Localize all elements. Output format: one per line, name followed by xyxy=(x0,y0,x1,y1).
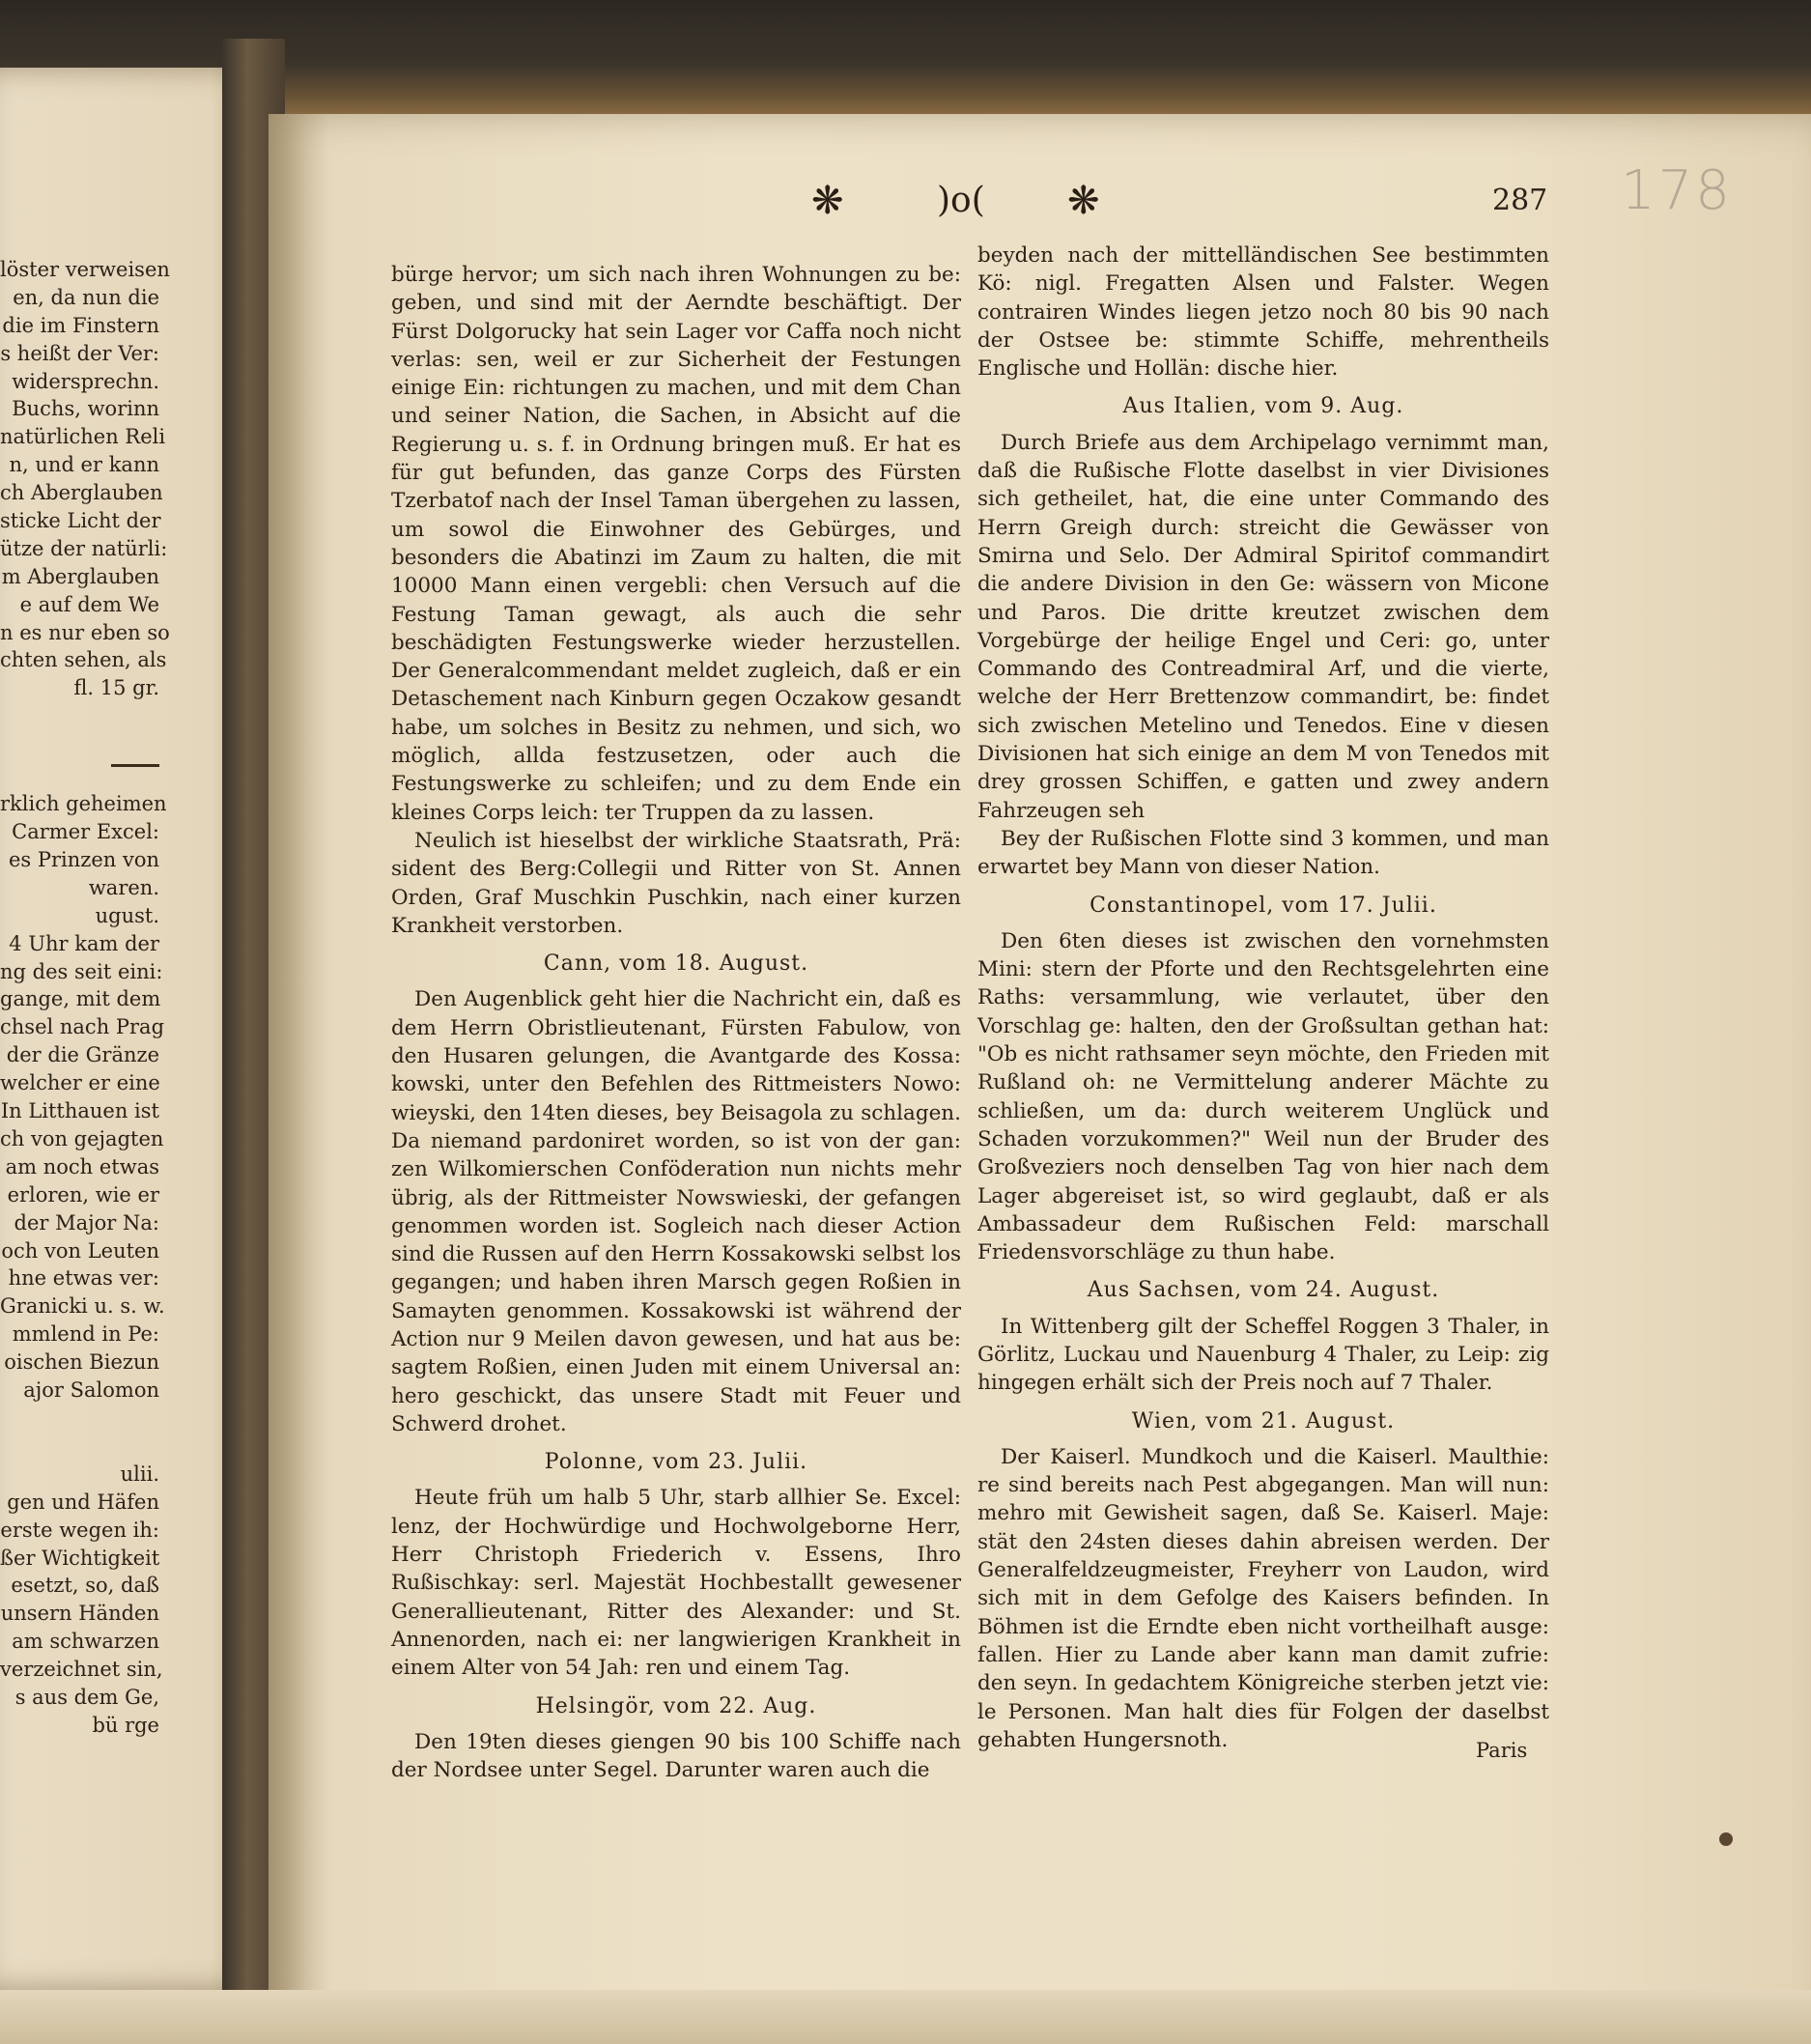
fragment-line: die im Finstern xyxy=(2,313,159,337)
fragment-line: der Major Na: xyxy=(14,1210,159,1235)
fragment-line: löster verweisen xyxy=(0,258,170,281)
fragment-line: m Aberglauben xyxy=(1,564,159,588)
fragment-line: n, und er kann xyxy=(9,453,159,477)
fragment-line: ütze der natürli: xyxy=(0,536,168,560)
left-page-text-fragment xyxy=(0,256,170,1740)
paragraph: beyden nach der mittelländischen See bestimmten Kö: nigl. Fregatten Alsen und Falster. Wegen contrairen Windes liegen jetzo noch 80 bis 90 nach der Ostsee be: stimmte Schiffe, mehrentheils Englische und Hollän: dische hier. xyxy=(977,243,1549,382)
fragment-line: am noch etwas xyxy=(5,1154,159,1178)
fragment-line: chten sehen, als xyxy=(0,648,167,672)
fragment-line: hne etwas ver: xyxy=(8,1266,159,1291)
paragraph: Bey der Rußischen Flotte sind 3 kommen, und man erwartet bey Mann von dieser Nation. xyxy=(977,826,1549,880)
catchword: Paris xyxy=(1476,1739,1528,1762)
fragment-line: ßer Wichtigkeit xyxy=(0,1546,160,1570)
fragment-line: erste wegen ih: xyxy=(0,1518,159,1542)
fragment-line: gange, mit dem xyxy=(0,987,161,1011)
paragraph: Heute früh um halb 5 Uhr, starb allhier Se. Excel: lenz, der Hochwürdige und Hochwolgeborne Herr, Herr Christoph Friederich v. Essens, Ihro Rußischkay: serl. Majestät Hochbestallt gewesener Generallieutenant, Ritter des Alexander: und St. Annenorden, nach ei: ner langwierigen Krankheit in einem Alter von 54 Jah: ren und einem Tag. xyxy=(391,1486,961,1681)
dateline-heading: Cann, vom 18. August. xyxy=(543,951,809,977)
page-header-ornament xyxy=(811,179,1149,227)
fragment-line: ch Aberglauben xyxy=(0,481,163,505)
fragment-line: bü rge xyxy=(92,1713,159,1737)
fragment-line: e auf dem We xyxy=(19,592,159,616)
paragraph: In Wittenberg gilt der Scheffel Roggen 3 Thaler, in Görlitz, Luckau und Nauenburg 4 Thaler, zu Leip: zig hingegen erhält sich der Preis noch auf 7 Thaler. xyxy=(977,1314,1549,1396)
fragment-line xyxy=(111,764,159,786)
dateline-heading: Wien, vom 21. August. xyxy=(1131,1408,1396,1434)
dateline-heading: Aus Sachsen, vom 24. August. xyxy=(1087,1278,1440,1303)
paragraph: Der Kaiserl. Mundkoch und die Kaiserl. Maulthie: re sind bereits nach Pest abgegangen. Man will nun: mehro mit Gewisheit sagen, daß Se. Kaiserl. Maje: stät den 24sten dieses dahin abreisen werden. Der Generalfeldzeugmeister, Freyherr von Laudon, wird sich mit in dem Gefolge des Kaisers befinden. In Böhmen ist die Erndte eben nicht vortheilhaft ausge: fallen. Hier zu Lande aber kann man damit zufrie: den seyn. In gedachtem Königreiche sterben jetzt vie: le Personen. Man halt dies für Folgen der daselbst gehabten Hungersnoth. xyxy=(977,1444,1549,1752)
fragment-line: s aus dem Ge, xyxy=(14,1685,159,1709)
dateline-heading: Constantinopel, vom 17. Julii. xyxy=(1089,893,1437,918)
paragraph: Neulich ist hieselbst der wirkliche Staatsrath, Prä: sident des Berg:Collegii und Ritter von St. Annen Orden, Graf Muschkin Puschkin, nach einer kurzen Krankheit verstorben. xyxy=(391,828,961,938)
text-column-right xyxy=(977,241,1549,1754)
fragment-line: sticke Licht der xyxy=(0,509,161,533)
dateline-heading: Polonne, vom 23. Julii. xyxy=(544,1450,808,1475)
fragment-line: ajor Salomon xyxy=(23,1377,159,1402)
fragment-line xyxy=(0,1405,159,1461)
fragment-line: Carmer Excel: xyxy=(12,820,159,844)
fragment-line: och von Leuten xyxy=(1,1238,159,1263)
paragraph: Den Augenblick geht hier die Nachricht ein, daß es dem Herrn Obristlieutenant, Fürsten Fabulow, von den Husaren gelungen, die Avantgarde des Kossa: kowski, unter den Befehlen des Rittmeisters Nowo: wieyski, den 14ten dieses, bey Beisagola zu schlagen. Da niemand pardoniret worden, so ist von der gan: zen Wilkomierschen Conföderation nun nichts mehr übrig, als der Rittmeister Nowswieski, der gefangen genommen worden ist. Sogleich nach dieser Action sind die Russen auf den Herrn Kossakowski selbst los gegangen; und haben ihren Marsch gegen Roßien in Samayten genommen. Kossakowski ist während der Action nur 9 Meilen davon gewesen, und hat aus be: sagtem Roßien, einen Juden mit einem Universal an: hero geschickt, das unsere Stadt mit Feuer und Schwerd drohet. xyxy=(391,987,961,1436)
fragment-line: der die Gränze xyxy=(6,1043,159,1067)
fleuron-ornament-icon: )o( xyxy=(937,181,985,220)
fragment-line: mmlend in Pe: xyxy=(12,1322,159,1347)
fragment-line: en, da nun die xyxy=(13,285,159,309)
fragment-line: chsel nach Prag xyxy=(0,1015,165,1039)
paragraph: bürge hervor; um sich nach ihren Wohnungen zu be: geben, und sind mit der Aerndte beschäftigt. Der Fürst Dolgorucky hat sein Lager vor Caffa noch nicht verlas: sen, weil er zur Sicherheit der Festungen einige Ein: richtungen zu machen, und mit dem Chan und seiner Nation, die Sachen, in Absicht auf die Regierung u. s. f. in Ordnung bringen muß. Er hat es für gut befunden, das ganze Corps des Fürsten Tzerbatof nach der Insel Taman übergehen zu lassen, um sowol die Einwohner des Gebürges, und besonders die Abatinzi im Zaum zu halten, die mit 10000 Mann einen vergebli: chen Versuch auf die Festung Taman gewagt, als auch die sehr beschädigten Festungswerke wieder herzustellen. Der Generalcommendant meldet zugleich, daß er ein Detaschement nach Kinburn gegen Oczakow gesandt habe, um solches in Besitz zu nehmen, und sich, wo möglich, allda festzusetzen, oder auch die Festungswerke zu schleifen; und zu dem Ende ein kleines Corps leich: ter Truppen da zu lassen. xyxy=(391,263,961,825)
fragment-line xyxy=(0,702,159,758)
page-bottom-edge xyxy=(0,1990,1811,2044)
fragment-line: unsern Händen xyxy=(0,1602,159,1626)
dateline-heading: Aus Italien, vom 9. Aug. xyxy=(1122,394,1404,419)
paragraph: Den 6ten dieses ist zwischen den vornehmsten Mini: stern der Pforte und den Rechtsgelehrten eine Raths: versammlung, wie verlautet, über den Vorschlag ge: halten, den der Großsultan gethan hat: "Ob es nicht rathsamer seyn möchte, den Frieden mit Rußland oh: ne Vermittelung anderer Mächte zu schließen, um da: durch weiterem Unglück und Schaden vorzukommen?" Weil nun der Bruder des Großveziers noch denselben Tag von hier nach dem Lager abgereiset ist, so wird geglaubt, daß er als Ambassadeur dem Rußischen Feld: marschall Friedensvorschläge zu thun habe. xyxy=(977,928,1549,1265)
text-column-left xyxy=(391,261,961,1784)
fragment-line: am schwarzen xyxy=(12,1630,159,1654)
fragment-line: fl. 15 gr. xyxy=(73,676,159,700)
fragment-line: widersprechn. xyxy=(12,369,159,393)
fragment-line: verzeichnet sin, xyxy=(0,1658,163,1682)
fragment-line: Buchs, worinn xyxy=(12,397,159,421)
fragment-line: erloren, wie er xyxy=(7,1182,159,1207)
fragment-line: In Litthauen ist xyxy=(0,1099,159,1123)
fragment-line: ng des seit eini: xyxy=(0,959,163,983)
dateline-heading: Helsingör, vom 22. Aug. xyxy=(535,1693,817,1718)
paragraph: Durch Briefe aus dem Archipelago vernimmt man, daß die Rußische Flotte daselbst in vier Divisiones sich getheilet, hat, die eine unter Commando des Herrn Greigh durch: streicht die Gewässer von Smirna und Selo. Der Admiral Spiritof commandirt die andere Division in den Ge: wässern von Micone und Paros. Die dritte kreutzet zwischen dem Vorgebürge der heilige Engel und Ceri: go, unter Commando des Contreadmiral Arf, und die vierte, welche der Herr Brettenzow commandirt, be: findet sich zwischen Metelino und Tenedos. Eine v diesen Divisionen hat sich einige an dem M von Tenedos mit drey grossen Schiffen, e gatten und zwey andern Fahrzeugen seh xyxy=(977,430,1549,823)
fragment-line: ulii. xyxy=(120,1462,159,1486)
fragment-line: rklich geheimen xyxy=(0,792,167,816)
fragment-line: natürlichen Reli xyxy=(0,425,166,449)
fragment-line: ch von gejagten xyxy=(0,1126,164,1150)
fragment-line: gen und Häfen xyxy=(7,1490,159,1514)
fragment-line: welcher er eine xyxy=(0,1071,160,1095)
fragment-line: n es nur eben so xyxy=(0,620,170,644)
fragment-line: waren. xyxy=(88,875,159,899)
ink-blot xyxy=(1719,1832,1733,1846)
fragment-line: es Prinzen von xyxy=(8,848,159,872)
fragment-line: 4 Uhr kam der xyxy=(9,931,159,955)
page-number: 287 xyxy=(1492,184,1548,217)
shell-ornament-icon: ❋ xyxy=(1067,179,1100,223)
shell-ornament-icon: ❋ xyxy=(811,179,844,223)
fragment-line: ugust. xyxy=(95,903,159,927)
fragment-line: s heißt der Ver: xyxy=(0,341,159,365)
fragment-line: Granicki u. s. w. xyxy=(0,1294,165,1319)
pencil-folio-mark: 178 xyxy=(1621,159,1733,222)
fragment-line: esetzt, so, daß xyxy=(11,1574,159,1598)
paragraph: Den 19ten dieses giengen 90 bis 100 Schiffe nach der Nordsee unter Segel. Darunter waren auch die xyxy=(391,1729,961,1783)
fragment-line: oischen Biezun xyxy=(4,1350,159,1375)
